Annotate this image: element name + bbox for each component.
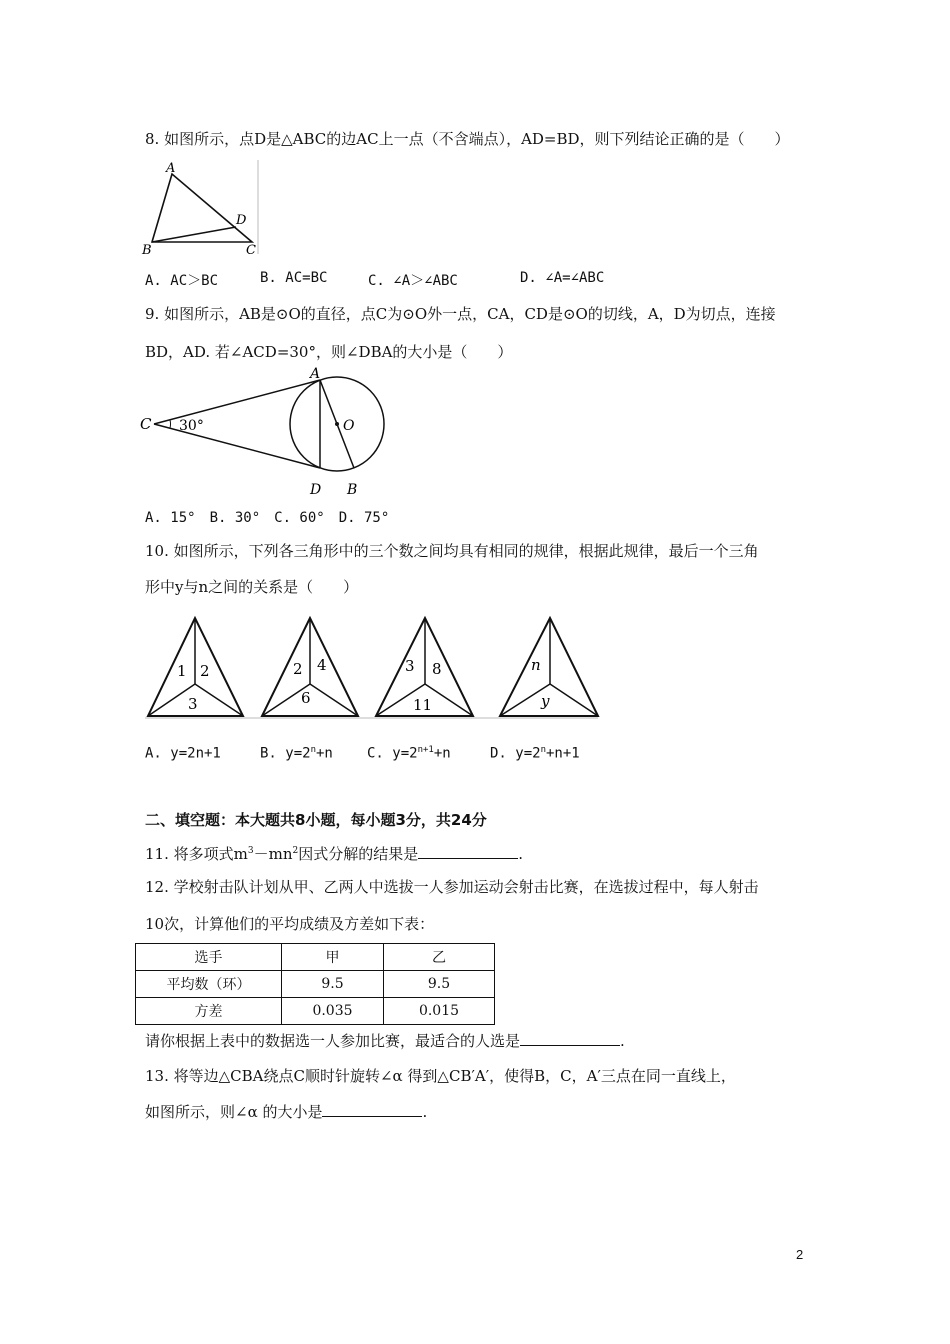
triangle-2 [262, 618, 358, 716]
triangle-1 [148, 618, 243, 716]
q11-answer-blank[interactable] [418, 844, 518, 859]
q8-option-b: B. AC=BC [260, 270, 328, 286]
triangle-3-left: 3 [405, 657, 415, 675]
triangle-2-right: 4 [317, 656, 327, 674]
q8-label-a: A [166, 161, 176, 176]
q8-text: 8. 如图所示，点D是△ABC的边AC上一点（不含端点），AD=BD，则下列结论正确的是（ ） [145, 130, 790, 148]
q9-label-o: O [343, 418, 355, 434]
q9-line2: BD，AD. 若∠ACD=30°，则∠DBA的大小是（ ） [145, 343, 513, 361]
triangle-3 [376, 618, 473, 716]
q9-figure [140, 365, 390, 500]
triangle-1-left: 1 [177, 662, 187, 680]
q13-line2: 如图所示，则∠α 的大小是 . [145, 1103, 428, 1121]
triangle-3-bottom: 11 [413, 696, 433, 714]
q10-line1: 10. 如图所示，下列各三角形中的三个数之间均具有相同的规律，根据此规律，最后一个三角 [145, 542, 759, 560]
q13-line1: 13. 将等边△CBA绕点C顺时针旋转∠α 得到△CB′A′，使得B，C，A′三点在同一直线上， [145, 1067, 736, 1085]
q13-answer-blank[interactable] [322, 1102, 422, 1117]
table-cell: 平均数（环） [136, 971, 282, 998]
q9-label-d: D [310, 482, 322, 498]
triangle-4-left: n [531, 656, 541, 674]
q10-figure [140, 612, 600, 722]
table-header: 甲 [282, 944, 384, 971]
q8-label-d: D [236, 213, 247, 228]
q10-option-a: A. y=2n+1 [145, 745, 221, 762]
section-2-title: 二、填空题：本大题共8小题，每小题3分，共24分 [145, 811, 487, 829]
table-header-row [136, 944, 495, 971]
q8-label-b: B [142, 243, 152, 258]
table-cell: 0.035 [282, 998, 384, 1025]
q10-option-d: D. $y=2^n+n+1$ [490, 745, 580, 762]
q8-figure [140, 158, 265, 258]
q8-label-c: C [246, 243, 256, 258]
triangle-2-left: 2 [293, 660, 303, 678]
q10-line2: 形中y与n之间的关系是（ ） [145, 578, 359, 596]
q9-label-b: B [347, 482, 358, 498]
q8-option-a: A. AC＞BC [145, 273, 219, 289]
q9-label-a: A [310, 366, 321, 382]
page-number: 2 [796, 1247, 804, 1262]
q9-label-c: C [140, 415, 152, 433]
q8-option-c: C. ∠A＞∠ABC [368, 273, 458, 289]
table-cell: 9.5 [384, 971, 495, 998]
q9-line1: 9. 如图所示，AB是⊙O的直径，点C为⊙O外一点，CA，CD是⊙O的切线，A，D为切点，连接 [145, 305, 776, 323]
triangle-2-bottom: 6 [301, 689, 311, 707]
triangle-1-right: 2 [200, 662, 210, 680]
q12-line1: 12. 学校射击队计划从甲、乙两人中选拔一人参加运动会射击比赛，在选拔过程中，每人射击 [145, 878, 759, 896]
q11-text: 11. 将多项式$m^3-mn^2$因式分解的结果是 . [145, 845, 524, 863]
triangle-4 [500, 618, 598, 716]
triangle-1-bottom: 3 [188, 695, 198, 713]
table-cell: 方差 [136, 998, 282, 1025]
q12-line3: 请你根据上表中的数据选一人参加比赛，最适合的人选是 . [145, 1032, 625, 1050]
q9-options: A. 15° B. 30° C. 60° D. 75° [145, 510, 390, 526]
triangle-4-bottom: y [541, 692, 550, 710]
table-cell: 9.5 [282, 971, 384, 998]
q10-option-b: B. $y=2^n+n$ [260, 745, 333, 762]
q10-option-c: C. $y=2^{n+1}+n$ [367, 745, 451, 762]
q8-option-d: D. ∠A=∠ABC [520, 270, 605, 286]
q12-answer-blank[interactable] [520, 1031, 620, 1046]
table-row [136, 998, 495, 1025]
triangle-3-right: 8 [432, 660, 442, 678]
q12-table [135, 943, 495, 1025]
q9-angle-label: 30° [179, 418, 204, 434]
table-header: 乙 [384, 944, 495, 971]
table-cell: 0.015 [384, 998, 495, 1025]
table-row [136, 971, 495, 998]
q12-line2: 10次，计算他们的平均成绩及方差如下表： [145, 915, 435, 933]
table-header: 选手 [136, 944, 282, 971]
